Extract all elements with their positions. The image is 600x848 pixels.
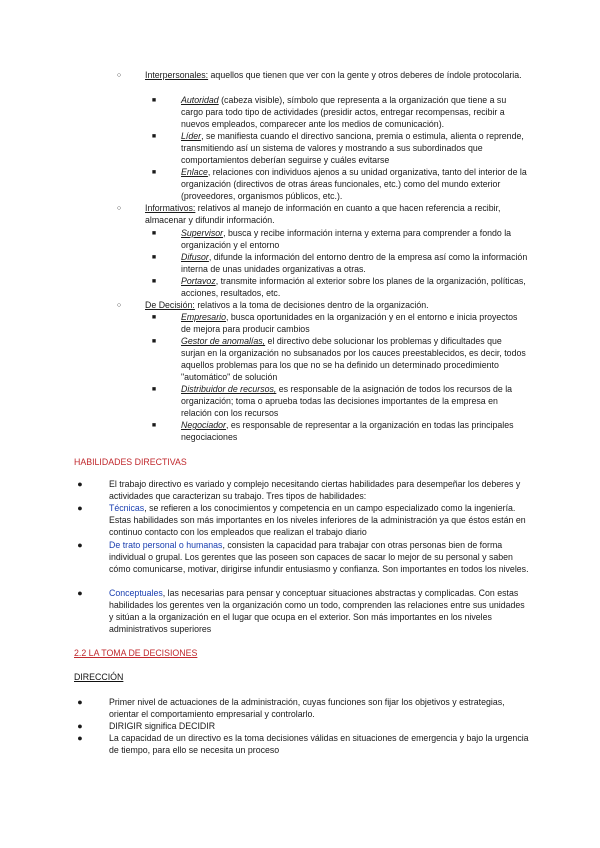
square-bullet-icon: ■	[151, 278, 157, 285]
circle-bullet-icon: ○	[116, 205, 122, 212]
role-item	[151, 131, 528, 167]
bullet-icon: ●	[77, 540, 83, 550]
item-text: , transmite información al exterior sobre los planes de la organización, políticas, acciones, resultados, etc.	[181, 276, 526, 298]
square-bullet-icon: ■	[151, 230, 157, 237]
intro-text: El trabajo directivo es variado y complejo necesitando ciertas habilidades para desempeñar los deberes y actividades que caracterizan su trabajo. Tres tipos de habilidades:	[109, 479, 521, 501]
item-term: Empresario	[181, 312, 226, 322]
role-title: Interpersonales:	[145, 70, 209, 80]
item-term: Portavoz	[181, 276, 216, 286]
direccion-item	[77, 697, 530, 721]
item-term: Supervisor	[181, 228, 224, 238]
habilidades-heading: HABILIDADES DIRECTIVAS	[74, 457, 187, 467]
square-bullet-icon: ■	[151, 97, 157, 104]
habilidad-item	[77, 588, 530, 636]
square-bullet-icon: ■	[151, 254, 157, 261]
circle-bullet-icon: ○	[116, 302, 122, 309]
bullet-icon: ●	[77, 697, 83, 707]
item-text: es responsable de la asignación de todos los recursos de la organización; toma o aprueba todas las decisiones importantes de la empresa en relación con los recursos	[181, 384, 513, 418]
direccion-item	[77, 721, 530, 733]
habilidades-intro	[77, 479, 530, 503]
section-heading: 2.2 LA TOMA DE DECISIONES	[74, 648, 198, 658]
item-text: , difunde la información del entorno dentro de la empresa así como la información interna de unas unidades organizativas a otras.	[181, 252, 528, 274]
item-term: Líder	[181, 131, 202, 141]
item-term: Enlace	[181, 167, 208, 177]
role-text: relativos al manejo de información en cuanto a que hacen referencia a recibir, almacenar y difundir información.	[145, 203, 501, 225]
item-text: (cabeza visible), símbolo que representa a la organización que tiene a su cargo para todo tipo de actividades (presidir actos, entregar recompensas, recibir a nuevos empleados, comparecer ante los medios de comunicación).	[181, 95, 507, 129]
role-text: aquellos que tienen que ver con la gente y otros deberes de índole protocolaria.	[208, 70, 522, 80]
role-decision	[116, 300, 528, 312]
habilidad-term: De trato personal o humanas	[109, 540, 223, 550]
role-text: relativos a la toma de decisiones dentro de la organización.	[194, 300, 429, 310]
item-text: el directivo debe solucionar los problemas y dificultades que surjan en la organización no subsanados por los cauces preestablecidos, es decir, todos aquellos problemas para los que no se ha definido un determinado procedimiento "automático" de solución	[181, 336, 526, 382]
square-bullet-icon: ■	[151, 386, 157, 393]
item-term: Distribuidor de recursos,	[181, 384, 277, 394]
habilidad-term: Conceptuales	[109, 588, 163, 598]
section-subheading: DIRECCIÓN	[74, 672, 124, 682]
bullet-icon: ●	[77, 588, 83, 598]
bullet-icon: ●	[77, 503, 83, 513]
role-interpersonales	[116, 70, 528, 82]
item-term: Negociador	[181, 420, 226, 430]
role-item	[151, 336, 528, 384]
habilidad-item	[77, 540, 530, 576]
direccion-text: La capacidad de un directivo es la toma decisiones válidas en situaciones de emergencia y bajo la urgencia de tiempo, para ello se necesita un proceso	[109, 733, 529, 755]
item-text: , relaciones con individuos ajenos a su unidad organizativa, tanto del interior de la organización (directivos de otras áreas funcionales, etc.) como del mundo exterior (proveedores, organismos públicos, etc.).	[181, 167, 527, 201]
item-term: Difusor	[181, 252, 209, 262]
direccion-item	[77, 733, 530, 757]
role-item	[151, 95, 528, 131]
item-term: Gestor de anomalías,	[181, 336, 266, 346]
habilidad-text: , se refieren a los conocimientos y competencia en un campo especializado como la ingeniería. Estas habilidades son más importantes en los niveles inferiores de la administración ya que éstos están en continuo contacto con los empleados que realizan el trabajo diario	[109, 503, 526, 537]
habilidad-item	[77, 503, 530, 539]
item-text: , es responsable de representar a la organización en todas las principales negociaciones	[181, 420, 514, 442]
item-text: , se manifiesta cuando el directivo sanciona, premia o estimula, alienta o reprende, transmitiendo así un sistema de valores y mostrando a sus subordinados que comportamientos deberían seguirse y cuáles evitarse	[181, 131, 524, 165]
direccion-text: DIRIGIR significa DECIDIR	[109, 721, 216, 731]
habilidad-term: Técnicas	[109, 503, 145, 513]
bullet-icon: ●	[77, 721, 83, 731]
role-item	[151, 252, 528, 276]
role-title: Informativos:	[145, 203, 196, 213]
role-item	[151, 384, 528, 420]
habilidad-text: , consisten la capacidad para trabajar con otras personas bien de forma individual o grupal. Los gerentes que las poseen son capaces de sacar lo mejor de su personal y saben cómo comunicarse, motivar, dirigirse infundir entusiasmo y confianza. Son importantes en todos los niveles.	[109, 540, 529, 574]
habilidad-text: , las necesarias para pensar y conceptuar situaciones abstractas y complicadas. Con estas habilidades los gerentes ven la organización como un todo, comprenden las relaciones entre sus unidades y sitúan a la organización en el lugar que ocupa en el exterior. Son más importantes en los niveles administrativos superiores	[109, 588, 525, 634]
role-item	[151, 228, 528, 252]
bullet-icon: ●	[77, 733, 83, 743]
role-item	[151, 420, 528, 444]
square-bullet-icon: ■	[151, 169, 157, 176]
circle-bullet-icon: ○	[116, 72, 122, 79]
role-title: De Decisión:	[145, 300, 195, 310]
item-text: , busca y recibe información interna y externa para comprender a fondo la organización y el entorno	[181, 228, 512, 250]
square-bullet-icon: ■	[151, 314, 157, 321]
role-informativos	[116, 203, 528, 227]
bullet-icon: ●	[77, 479, 83, 489]
square-bullet-icon: ■	[151, 133, 157, 140]
direccion-text: Primer nivel de actuaciones de la administración, cuyas funciones son fijar los objetivos y estrategias, orientar el comportamiento empresarial y controlarlo.	[109, 697, 505, 719]
square-bullet-icon: ■	[151, 422, 157, 429]
role-item	[151, 167, 528, 203]
role-item	[151, 312, 528, 336]
item-text: , busca oportunidades en la organización y en el entorno e inicia proyectos de mejora para producir cambios	[181, 312, 518, 334]
item-term: Autoridad	[181, 95, 219, 105]
square-bullet-icon: ■	[151, 338, 157, 345]
role-item	[151, 276, 528, 300]
